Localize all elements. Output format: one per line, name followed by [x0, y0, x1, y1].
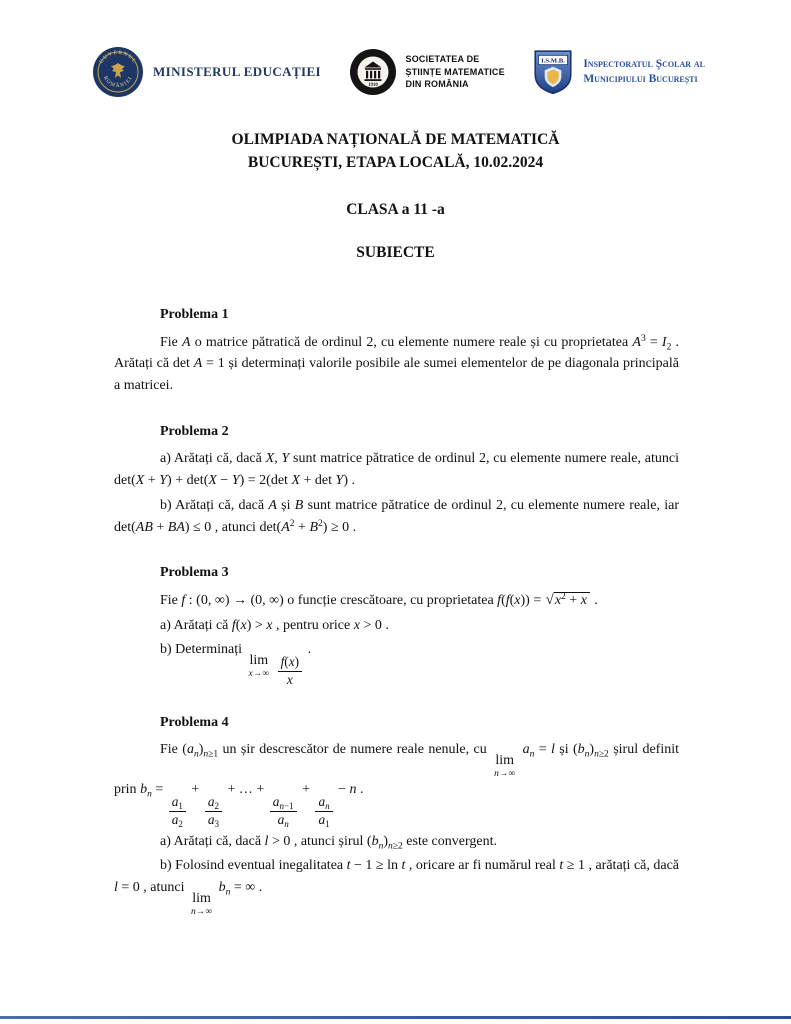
problem-1-statement: Fie A o matrice pătratică de ordinul 2, cu elemente numere reale și cu proprietatea $A^3 = I_2$ . Arătați că det A = 1 și determinați valorile posibile ale sumei elementelor de pe diagonala principală a matricei. [114, 333, 680, 394]
problem-4 [114, 712, 679, 918]
problem-3-part-b: b) Determinați lim x→∞ $\frac{f(x)}{x}$ . [160, 642, 312, 687]
ssmr-name-line2: ȘTIINȚE MATEMATICE [405, 66, 505, 77]
ismb-name [583, 57, 705, 87]
problem-2-part-a: a) Arătați că, dacă X, Y sunt matrice pătratice de ordinul 2, cu elemente numere reale, atunci det(X + Y) + det(X − Y) = 2(det X + det Y) . [114, 451, 680, 489]
problem-2-title: Problema 2 [160, 423, 229, 439]
problem-3-part-a: a) Arătați că f(x) > x , pentru orice x > 0 . [160, 617, 389, 633]
ismb-name-line2: Municipiului București [583, 73, 698, 85]
problem-2-part-b: b) Arătați că, dacă A și B sunt matrice pătratice de ordinul 2, cu elemente numere reale, iar det(AB + BA) ≤ 0 , atunci $\det(A^2 + B^2) \ge 0$ . [114, 497, 679, 535]
ssmr-name-line3: DIN ROMÂNIA [405, 79, 469, 90]
ismb-logo [532, 48, 705, 96]
problems-section [0, 264, 791, 917]
problem-3-title: Problema 3 [160, 565, 229, 581]
problem-2 [114, 421, 679, 538]
problem-1-title: Problema 1 [160, 307, 229, 322]
title-line-2: BUCUREȘTI, ETAPA LOCALĂ, 10.02.2024 [247, 154, 544, 172]
subjects-line: SUBIECTE [356, 243, 435, 261]
ministry-label: MINISTERUL EDUCAȚIEI [153, 64, 322, 79]
problem-1 [114, 304, 679, 397]
ssmr-seal-icon [349, 48, 397, 96]
ssmr-name-line1: SOCIETATEA DE [405, 54, 480, 65]
ismb-name-line1: Inspectoratul Școlar al [583, 58, 705, 71]
ismb-shield-label: I.S.M.B. [541, 57, 566, 65]
romania-coat-of-arms-icon [92, 46, 144, 98]
ministry-logo [92, 46, 321, 98]
problem-4-part-b: b) Folosind eventual inegalitatea t − 1 ≥ ln t , oricare ar fi numărul real t ≥ 1 , arătați că, dacă l = 0 , atunci lim n→∞ $b_n$ = ∞ . [114, 858, 680, 917]
problem-3 [114, 562, 679, 687]
footer-rule [0, 1016, 791, 1019]
seal-text-bottom: ROMÂNIEI [101, 75, 135, 90]
problem-4-statement: Fie $(a_n)_{n\ge 1}$ un șir descrescător de numere reale nenule, cu lim n→∞ $a_n = l$ și $(b_n)_{n\ge 2}$ șirul definit prin $b_n$ = $\frac{a_1}{a_2}$ + $\frac{a_2}{a_3}$ + … + $\frac{a_{n-1}}{a_n}$ + $\frac{a_n}{a_1}$ − n . [114, 742, 679, 830]
problem-4-title: Problema 4 [160, 714, 229, 730]
document-header [0, 0, 791, 98]
ismb-shield-icon [532, 48, 574, 96]
ssmr-logo [349, 48, 505, 96]
title-block [0, 128, 791, 264]
title-line-1: OLIMPIADA NAȚIONALĂ DE MATEMATICĂ [231, 131, 560, 148]
seal-text-top: GUVERNUL [98, 49, 138, 65]
problem-4-part-a: a) Arătați că, dacă l > 0 , atunci șirul $(b_n)_{n\ge 2}$ este convergent. [160, 833, 497, 852]
ssmr-seal-year: 1910 [367, 83, 378, 88]
ssmr-name [406, 53, 505, 91]
problem-3-statement: Fie f : (0, ∞) → (0, ∞) o funcție crescătoare, cu proprietatea f(f(x)) = √ $x^2 + x$ . [160, 591, 598, 608]
class-line: CLASA a 11 -a [346, 200, 445, 218]
